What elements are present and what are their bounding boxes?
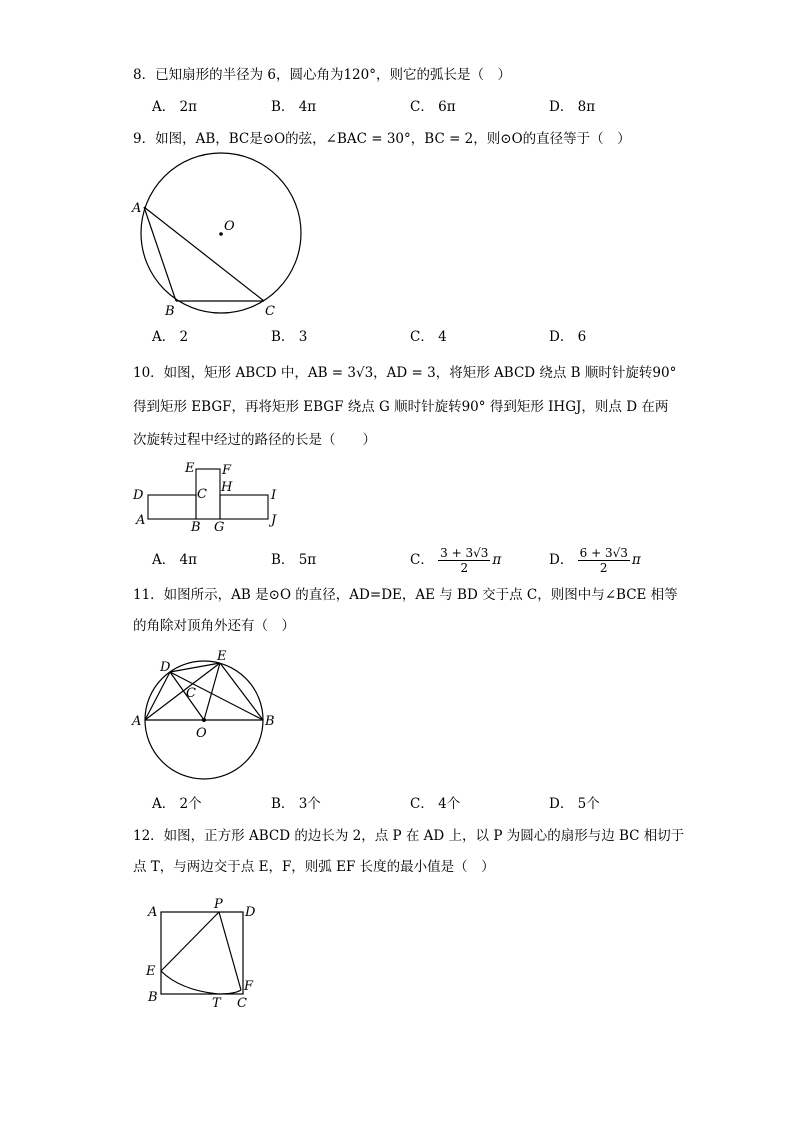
- q11-line-2: 的角除对顶角外还有（ ）: [133, 618, 295, 634]
- q8-option-c: C． 6π: [410, 99, 456, 115]
- q9-option-a: A． 2: [152, 329, 189, 345]
- q10-option-d-prefix: D．: [549, 552, 574, 568]
- q10-label-a: A: [136, 513, 146, 528]
- q8-option-a: A． 2π: [152, 99, 198, 115]
- q9-option-b: B． 3: [271, 329, 308, 345]
- q10-rectangles-figure: [128, 458, 288, 534]
- q10-option-a: A． 4π: [152, 552, 198, 568]
- q10-option-c-pi: π: [492, 552, 502, 568]
- q11-label-c: C: [186, 686, 196, 701]
- q11-label-e: E: [217, 649, 227, 664]
- q10-option-c-denominator: 2: [460, 561, 469, 575]
- q10-label-j: J: [271, 513, 277, 528]
- q12-label-b: B: [148, 990, 158, 1005]
- q10-label-b: B: [191, 520, 201, 534]
- q8-option-d: D． 8π: [549, 99, 596, 115]
- q12-label-p: P: [214, 897, 223, 912]
- q10-option-c-numerator: 3 + 3√3: [440, 546, 489, 560]
- q11-option-a: A． 2个: [152, 796, 202, 812]
- q11-segment-bd: [170, 672, 263, 720]
- q10-label-e: E: [185, 461, 195, 476]
- q11-center-dot: [202, 718, 206, 722]
- q10-option-c: [410, 542, 501, 578]
- q11-label-b: B: [265, 714, 275, 729]
- q12-line-1: 12．如图，正方形 ABCD 的边长为 2，点 P 在 AD 上，以 P 为圆心的扇形与边 BC 相切于: [133, 828, 685, 844]
- q11-circle-figure: [128, 645, 286, 785]
- q11-segment-ad: [145, 672, 170, 720]
- q10-option-d-fraction: [578, 546, 630, 575]
- q11-option-c: C． 4个: [410, 796, 461, 812]
- q9-label-o: O: [224, 219, 235, 234]
- q11-option-d: D． 5个: [549, 796, 600, 812]
- q10-option-d: [549, 542, 641, 578]
- q9-label-b: B: [165, 304, 175, 319]
- q12-label-f: F: [244, 979, 254, 994]
- q10-label-c: C: [197, 487, 207, 502]
- q10-option-d-pi: π: [631, 552, 641, 568]
- q10-option-d-denominator: 2: [599, 561, 608, 575]
- q9-option-c: C． 4: [410, 329, 447, 345]
- q10-line-1: 10．如图，矩形 ABCD 中，AB = 3√3，AD = 3，将矩形 ABCD 绕点 B 顺时针旋转90°: [133, 365, 677, 381]
- q12-radius-pf: [219, 912, 241, 990]
- q8-stem: 8．已知扇形的半径为 6，圆心角为120°，则它的弧长是（ ）: [133, 67, 511, 83]
- q12-label-e: E: [146, 964, 156, 979]
- q12-line-2: 点 T，与两边交于点 E，F，则弧 EF 长度的最小值是（ ）: [133, 859, 495, 875]
- q12-label-d: D: [245, 905, 256, 920]
- q10-label-g: G: [214, 520, 225, 534]
- q9-label-a: A: [132, 201, 142, 216]
- q10-option-c-fraction: [438, 546, 490, 575]
- q9-segment-ab: [144, 207, 176, 301]
- q10-label-h: H: [221, 480, 233, 495]
- q12-arc-ef: [161, 971, 241, 994]
- q12-square-figure: [140, 895, 265, 1010]
- q10-label-i: I: [271, 488, 277, 503]
- q12-radius-pe: [161, 912, 219, 971]
- q10-rect-abcd: [148, 495, 196, 519]
- q10-line-2: 得到矩形 EBGF，再将矩形 EBGF 绕点 G 顺时针旋转90° 得到矩形 IHGJ，则点 D 在两: [133, 399, 669, 415]
- q9-option-d: D． 6: [549, 329, 587, 345]
- q11-line-1: 11．如图所示，AB 是⊙O 的直径，AD=DE，AE 与 BD 交于点 C，则图中与∠BCE 相等: [133, 587, 678, 603]
- q11-label-d: D: [160, 660, 171, 675]
- q10-option-c-prefix: C．: [410, 552, 434, 568]
- q11-segment-eo: [204, 663, 220, 720]
- q10-option-d-numerator: 6 + 3√3: [579, 546, 628, 560]
- q12-label-a: A: [148, 905, 158, 920]
- q11-option-b: B． 3个: [271, 796, 321, 812]
- q9-stem: 9．如图，AB，BC是⊙O的弦，∠BAC = 30°，BC = 2，则⊙O的直径等于（ ）: [133, 131, 631, 147]
- q12-label-t: T: [212, 996, 221, 1010]
- q11-label-a: A: [132, 714, 142, 729]
- q10-label-d: D: [133, 488, 144, 503]
- q8-option-b: B． 4π: [271, 99, 317, 115]
- q11-label-o: O: [196, 726, 207, 741]
- q10-rect-ihgj: [220, 495, 268, 519]
- q9-center-dot: [219, 232, 223, 236]
- q9-circle-figure: [128, 150, 313, 322]
- q12-label-c: C: [237, 996, 247, 1010]
- q10-option-b: B． 5π: [271, 552, 317, 568]
- q9-label-c: C: [265, 304, 275, 319]
- q10-line-3: 次旋转过程中经过的路径的长是（ ）: [133, 432, 376, 448]
- q11-segment-eb: [220, 663, 263, 720]
- q10-label-f: F: [222, 463, 232, 478]
